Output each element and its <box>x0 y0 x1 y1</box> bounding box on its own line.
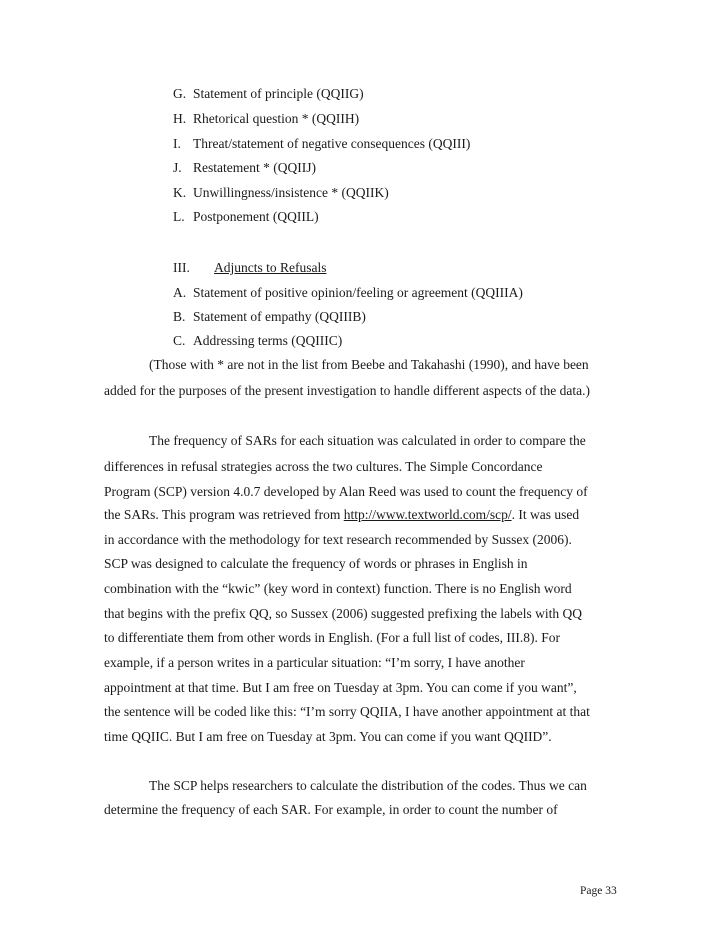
paragraph-line: in accordance with the methodology for text research recommended by Sussex (2006). <box>104 532 572 547</box>
paragraph-text: . It was used <box>511 507 580 522</box>
list-marker: A. <box>173 285 187 300</box>
list-item-l <box>173 209 319 225</box>
section-title: Adjuncts to Refusals <box>214 260 327 275</box>
list-item-text: Statement of empathy (QQIIIB) <box>193 309 366 324</box>
scp-url-link[interactable]: http://www.textworld.com/scp/ <box>343 507 512 522</box>
note-line: added for the purposes of the present investigation to handle different aspects of the data.) <box>104 383 590 398</box>
list-marker: G. <box>173 86 187 101</box>
list-item-text: Unwillingness/insistence * (QQIIK) <box>193 185 389 200</box>
list-marker: K. <box>173 185 187 200</box>
list-marker: I. <box>173 136 181 151</box>
list-marker: L. <box>173 209 185 224</box>
list-item-i <box>173 136 470 152</box>
paragraph-line: appointment at that time. But I am free on Tuesday at 3pm. You can come if you want”, <box>104 680 577 695</box>
paragraph-line: SCP was designed to calculate the frequency of words or phrases in English in <box>104 556 528 571</box>
list-item-text: Statement of positive opinion/feeling or agreement (QQIIIA) <box>193 285 523 300</box>
list-item-k <box>173 185 389 201</box>
list-item-text: Statement of principle (QQIIG) <box>193 86 364 101</box>
paragraph-line: The SCP helps researchers to calculate the distribution of the codes. Thus we can <box>149 778 587 793</box>
page-number: Page 33 <box>580 885 617 897</box>
list-marker: B. <box>173 309 186 324</box>
list-item-c <box>173 333 342 349</box>
section-numeral: III. <box>173 260 190 275</box>
list-item-a <box>173 285 523 301</box>
list-item-g <box>173 86 364 102</box>
paragraph-text: the SARs. This program was retrieved from <box>104 507 344 522</box>
section-heading <box>173 260 327 276</box>
list-item-text: Threat/statement of negative consequences (QQIII) <box>193 136 471 151</box>
paragraph-line: combination with the “kwic” (key word in context) function. There is no English word <box>104 581 572 596</box>
list-item-text: Rhetorical question * (QQIIH) <box>193 111 360 126</box>
list-marker: J. <box>173 160 182 175</box>
paragraph-line: the sentence will be coded like this: “I’m sorry QQIIA, I have another appointment at that <box>104 704 590 719</box>
paragraph-line: time QQIIC. But I am free on Tuesday at 3pm. You can come if you want QQIID”. <box>104 729 552 744</box>
paragraph-line: The frequency of SARs for each situation was calculated in order to compare the <box>149 433 586 448</box>
list-item-h <box>173 111 359 127</box>
paragraph-line: that begins with the prefix QQ, so Sussex (2006) suggested prefixing the labels with QQ <box>104 606 583 621</box>
paragraph-line: determine the frequency of each SAR. For example, in order to count the number of <box>104 802 558 817</box>
list-item-text: Addressing terms (QQIIIC) <box>193 333 343 348</box>
list-item-text: Restatement * (QQIIJ) <box>193 160 316 175</box>
paragraph-line: differences in refusal strategies across the two cultures. The Simple Concordance <box>104 459 543 474</box>
note-line: (Those with * are not in the list from Beebe and Takahashi (1990), and have been <box>149 357 589 372</box>
paragraph-line: Program (SCP) version 4.0.7 developed by Alan Reed was used to count the frequency of <box>104 484 588 499</box>
paragraph-line <box>104 507 579 523</box>
list-marker: C. <box>173 333 186 348</box>
list-item-b <box>173 309 366 325</box>
paragraph-line: example, if a person writes in a particular situation: “I’m sorry, I have another <box>104 655 525 670</box>
list-item-text: Postponement (QQIIL) <box>193 209 319 224</box>
list-marker: H. <box>173 111 187 126</box>
paragraph-line: to differentiate them from other words in English. (For a full list of codes, III.8). For <box>104 630 561 645</box>
list-item-j <box>173 160 316 176</box>
